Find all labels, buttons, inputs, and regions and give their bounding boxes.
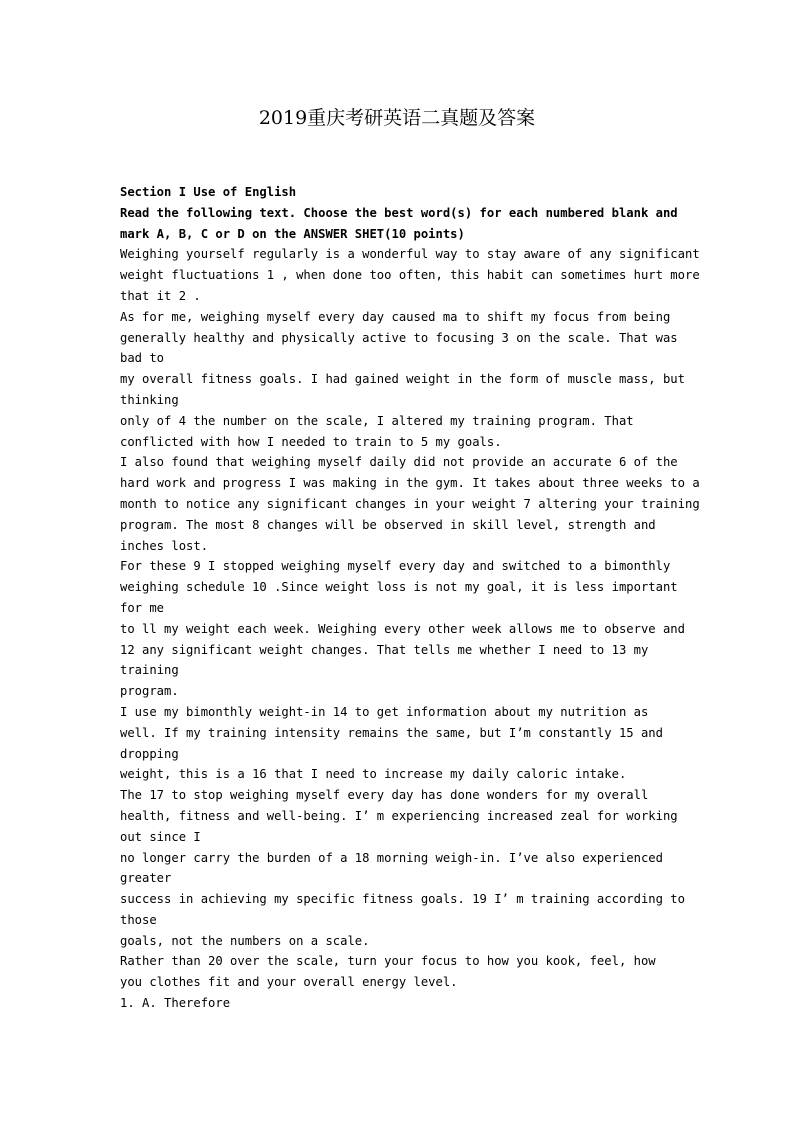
text-line: Rather than 20 over the scale, turn your focus to how you kook, feel, how: [120, 954, 656, 969]
document-title: 2019重庆考研英语二真题及答案: [258, 107, 536, 129]
text-line: that it 2 .: [120, 288, 201, 303]
instruction-line: mark A, B, C or D on the ANSWER SHET(10 points): [120, 226, 465, 241]
text-line: those: [120, 912, 157, 927]
text-line: training: [120, 663, 179, 678]
text-line: health, fitness and well-being. I’ m experiencing increased zeal for working: [120, 808, 678, 823]
text-line: well. If my training intensity remains the same, but I’m constantly 15 and: [120, 725, 663, 740]
text-line: 12 any significant weight changes. That tells me whether I need to 13 my: [120, 642, 649, 657]
text-line: Weighing yourself regularly is a wonderful way to stay aware of any significant: [120, 247, 700, 262]
text-line: generally healthy and physically active to focusing 3 on the scale. That was: [120, 330, 678, 345]
section-heading: Section I Use of English: [120, 185, 297, 199]
text-line: my overall fitness goals. I had gained weight in the form of muscle mass, but: [120, 372, 685, 387]
text-line: As for me, weighing myself every day caused ma to shift my focus from being: [120, 309, 671, 324]
text-line: only of 4 the number on the scale, I altered my training program. That: [120, 413, 634, 428]
text-line: conflicted with how I needed to train to 5 my goals.: [120, 434, 502, 449]
text-line: greater: [120, 871, 172, 886]
text-line: The 17 to stop weighing myself every day has done wonders for my overall: [120, 788, 649, 803]
text-line: I also found that weighing myself daily did not provide an accurate 6 of the: [120, 455, 678, 470]
text-line: hard work and progress I was making in the gym. It takes about three weeks to a: [120, 476, 700, 491]
text-line: For these 9 I stopped weighing myself every day and switched to a bimonthly: [120, 559, 671, 574]
text-line: out since I: [120, 829, 201, 844]
text-line: I use my bimonthly weight-in 14 to get information about my nutrition as: [120, 704, 649, 719]
text-line: for me: [120, 600, 165, 615]
text-line: weight fluctuations 1 , when done too often, this habit can sometimes hurt more: [120, 268, 700, 283]
text-line: inches lost.: [120, 538, 209, 553]
text-line: no longer carry the burden of a 18 morning weigh-in. I’ve also experienced: [120, 850, 663, 865]
text-line: program. The most 8 changes will be observed in skill level, strength and: [120, 517, 656, 532]
text-line: weight, this is a 16 that I need to increase my daily caloric intake.: [120, 767, 627, 782]
text-line: dropping: [120, 746, 179, 761]
text-line: success in achieving my specific fitness goals. 19 I’ m training according to: [120, 892, 685, 907]
answer-option: 1. A. Therefore: [120, 996, 231, 1011]
text-line: bad to: [120, 351, 165, 366]
text-line: you clothes fit and your overall energy level.: [120, 975, 458, 990]
text-line: goals, not the numbers on a scale.: [120, 933, 370, 948]
text-line: month to notice any significant changes in your weight 7 altering your training: [120, 496, 700, 511]
text-line: program.: [120, 684, 179, 699]
document-body: [120, 182, 700, 1014]
instruction-line: Read the following text. Choose the best word(s) for each numbered blank and: [120, 205, 678, 220]
text-line: weighing schedule 10 .Since weight loss is not my goal, it is less important: [120, 580, 678, 595]
text-line: to ll my weight each week. Weighing every other week allows me to observe and: [120, 621, 685, 636]
text-line: thinking: [120, 392, 179, 407]
